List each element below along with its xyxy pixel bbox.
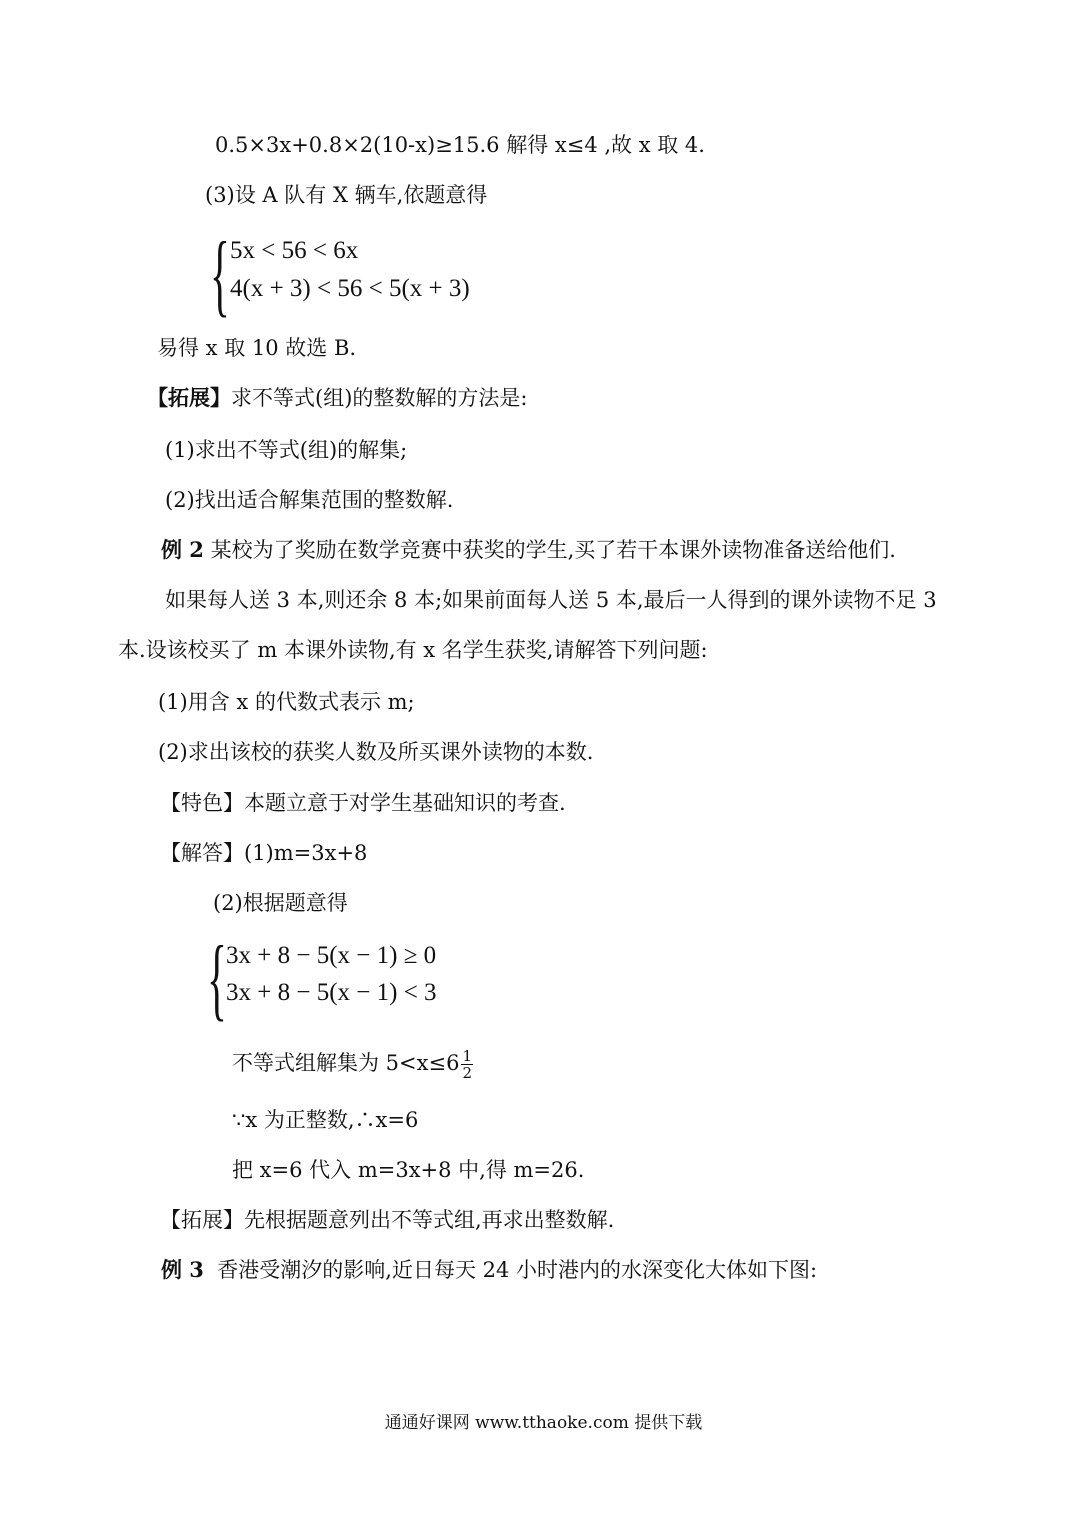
equation-2-line-1: 3x + 8 − 5(x − 1) ≥ 0 <box>226 942 437 969</box>
equation-1-line-1: 5x < 56 < 6x <box>230 237 359 264</box>
example-2-condition: 如果每人送 3 本,则还余 8 本;如果前面每人送 5 本,最后一人得到的课外读物不足 3 <box>165 588 937 612</box>
question-part-2: (2)求出该校的获奖人数及所买课外读物的本数. <box>158 740 594 764</box>
fraction-one-half <box>461 1048 473 1081</box>
extension-line <box>147 384 527 412</box>
fraction-denominator: 2 <box>462 1064 472 1082</box>
extension-label: 【拓展】 <box>147 385 231 410</box>
answer-line: 【解答】(1)m=3x+8 <box>160 841 368 865</box>
solution-set-text: 不等式组解集为 5<x≤6 <box>232 1051 460 1075</box>
example-3-text: 香港受潮汐的影响,近日每天 24 小时港内的水深变化大体如下图: <box>217 1258 818 1282</box>
substitution-line: 把 x=6 代入 m=3x+8 中,得 m=26. <box>232 1158 585 1182</box>
solution-line-1: 0.5×3x+0.8×2(10-x)≥15.6 解得 x≤4 ,故 x 取 4. <box>215 133 705 157</box>
equation-2-line-2: 3x + 8 − 5(x − 1) < 3 <box>226 979 437 1006</box>
left-brace-2: { <box>207 927 227 1029</box>
left-brace-1: { <box>210 223 230 325</box>
solution-line-3: 易得 x 取 10 故选 B. <box>157 336 357 360</box>
example-2-line <box>161 536 896 564</box>
example-3-label: 例 3 <box>161 1257 204 1282</box>
equation-1-line-2: 4(x + 3) < 56 < 5(x + 3) <box>230 275 470 302</box>
solution-line-2: (3)设 A 队有 X 辆车,依题意得 <box>205 183 488 207</box>
fraction-numerator: 1 <box>462 1047 472 1065</box>
extension-text: 求不等式(组)的整数解的方法是: <box>231 386 528 410</box>
method-step-2: (2)找出适合解集范围的整数解. <box>165 488 454 512</box>
integer-line: ∵x 为正整数,∴x=6 <box>232 1108 419 1132</box>
example-2-question: 本.设该校买了 m 本课外读物,有 x 名学生获奖,请解答下列问题: <box>118 638 708 662</box>
example-2-label: 例 2 <box>161 537 204 562</box>
solution-set-line <box>232 1048 473 1081</box>
feature-line: 【特色】本题立意于对学生基础知识的考查. <box>160 791 566 815</box>
page-footer: 通通好课网 www.tthaoke.com 提供下载 <box>384 1413 703 1433</box>
example-3-line <box>161 1256 817 1284</box>
answer-part-2: (2)根据题意得 <box>213 891 348 915</box>
question-part-1: (1)用含 x 的代数式表示 m; <box>158 690 415 714</box>
method-step-1: (1)求出不等式(组)的解集; <box>165 438 408 462</box>
example-2-text: 某校为了奖励在数学竞赛中获奖的学生,买了若干本课外读物准备送给他们. <box>210 538 896 562</box>
extension-line-2: 【拓展】先根据题意列出不等式组,再求出整数解. <box>160 1208 615 1232</box>
